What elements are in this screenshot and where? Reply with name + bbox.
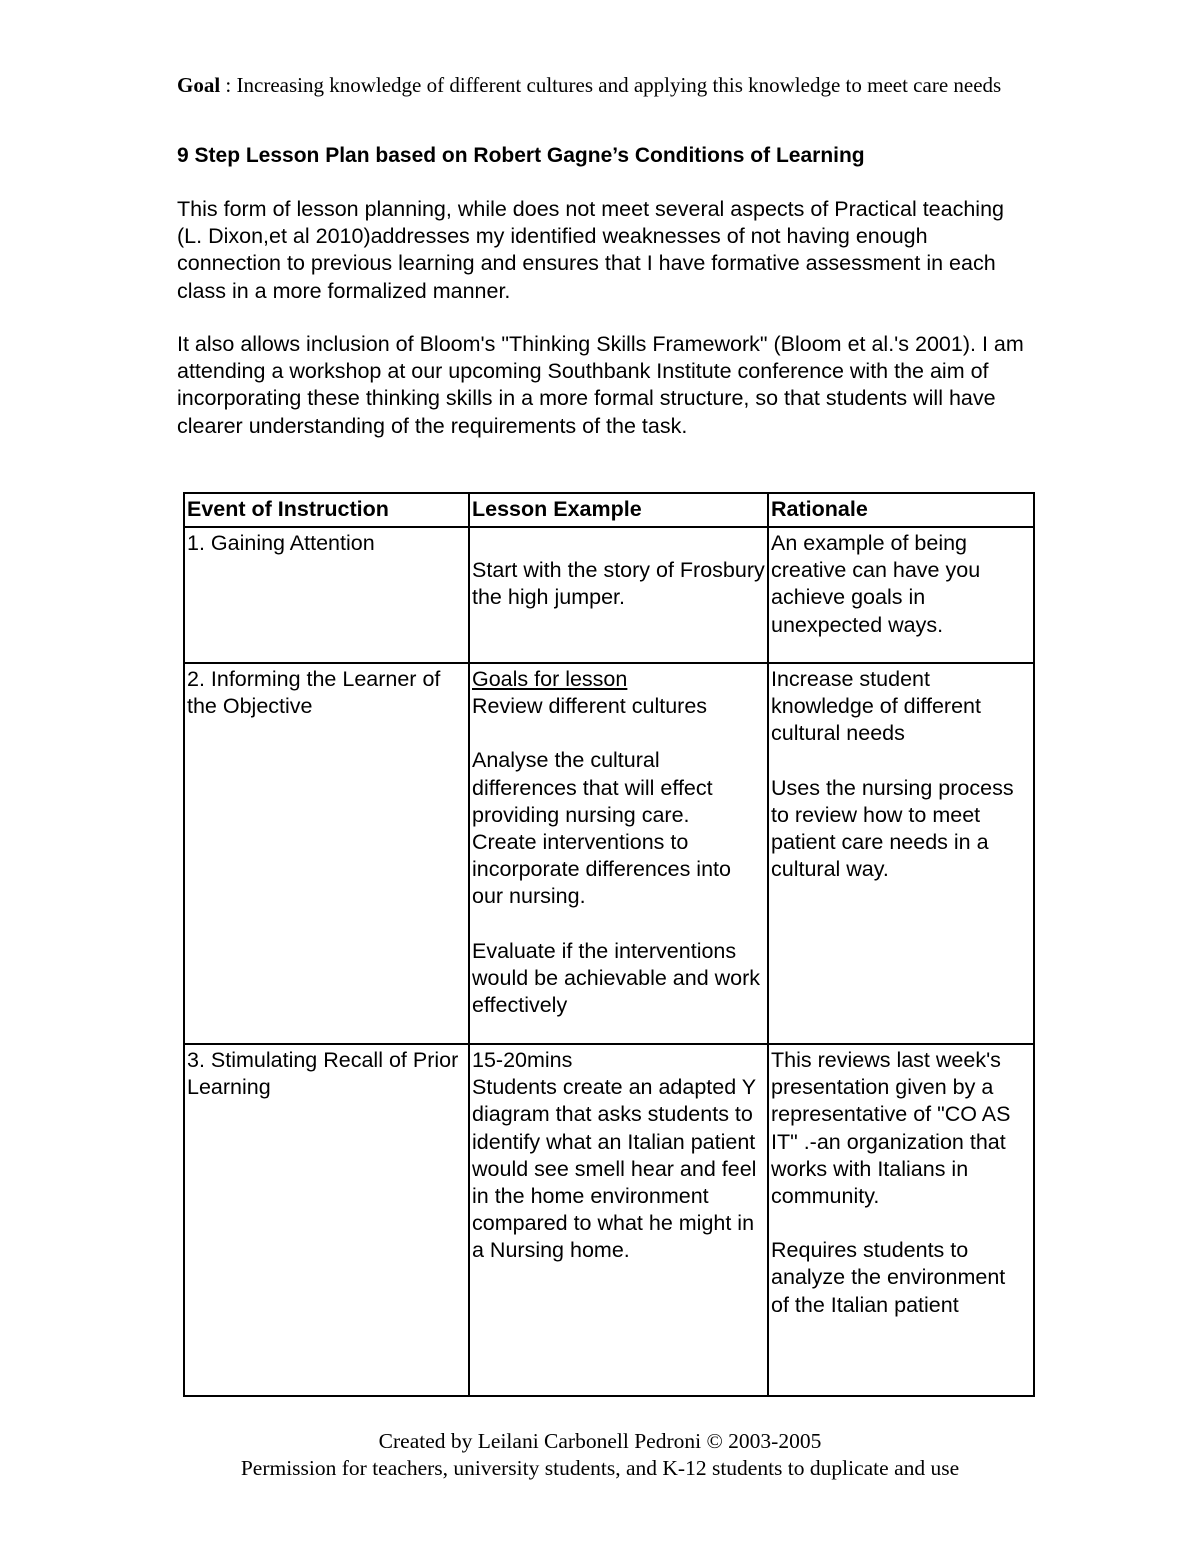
- rationale-text: Increase student knowledge of different cultural needs: [771, 667, 987, 746]
- event-text: 3. Stimulating Recall of Prior Learning: [187, 1048, 465, 1100]
- example-text: Evaluate if the interventions would be achievable and work effectively: [472, 938, 767, 1018]
- example-heading: Goals for lesson: [472, 667, 628, 691]
- example-text: Review different cultures: [472, 694, 708, 719]
- example-cell: [469, 527, 771, 663]
- footer-credit: Created by Leilani Carbonell Pedroni © 2003-2005: [378, 1429, 822, 1453]
- rationale-text: Uses the nursing process to review how to meet patient care needs in a cultural way.: [771, 775, 1020, 882]
- example-text: Start with the story of Frosbury the high jumper.: [472, 558, 771, 610]
- page-title: 9 Step Lesson Plan based on Robert Gagne’s Conditions of Learning: [177, 144, 865, 167]
- table-header-row: [184, 493, 1034, 527]
- intro-paragraph: This form of lesson planning, while does not meet several aspects of Practical teaching (L. Dixon,et al 2010)addresses my identified weaknesses of not having enough connection to previous learning and ensures that I have formative assessment in each class in a more formalized manner.: [177, 197, 1004, 303]
- event-text: 2. Informing the Learner of the Objective: [187, 667, 447, 719]
- table-row: [184, 663, 1034, 1044]
- rationale-text: Requires students to analyze the environment of the Italian patient: [771, 1238, 1018, 1317]
- spacer: [771, 1210, 1031, 1237]
- table-row: [184, 527, 1034, 663]
- footer-permission: Permission for teachers, university students, and K-12 students to duplicate and use: [240, 1456, 960, 1480]
- example-text: Analyse the cultural differences that will effect providing nursing care.: [472, 748, 719, 827]
- example-text: Create interventions to incorporate differences into our nursing.: [472, 830, 737, 909]
- header-lesson-example: Lesson Example: [469, 493, 768, 527]
- event-cell: [184, 663, 469, 1044]
- goal-text: Increasing knowledge of different cultures and applying this knowledge to meet care needs: [236, 73, 1002, 97]
- rationale-text: An example of being creative can have you achieve goals in unexpected ways.: [771, 531, 987, 637]
- spacer: [472, 720, 765, 747]
- rationale-text: This reviews last week's presentation given by a representative of "CO AS IT" .-an organization that works with Italians in community.: [771, 1048, 1017, 1209]
- spacer: [771, 748, 1031, 775]
- event-text: 1. Gaining Attention: [187, 531, 375, 555]
- event-cell: [184, 527, 469, 663]
- example-text: 15-20mins: [472, 1048, 573, 1072]
- lesson-plan-table: [183, 492, 1035, 1397]
- spacer: [472, 911, 765, 938]
- rationale-cell: [768, 1044, 1034, 1396]
- header-rationale: Rationale: [768, 493, 1034, 527]
- event-cell: [184, 1044, 469, 1396]
- spacer: [472, 530, 765, 557]
- rationale-cell: [768, 663, 1034, 1044]
- table-row: [184, 1044, 1034, 1396]
- goal-separator: :: [220, 73, 237, 97]
- goal-statement: [177, 72, 1027, 99]
- rationale-cell: [768, 527, 1034, 663]
- example-text: Students create an adapted Y diagram that asks students to identify what an Italian patient would see smell hear and feel in the home environment compared to what he might in a Nursing home.: [472, 1075, 763, 1263]
- example-cell: [469, 663, 768, 1044]
- header-event-of-instruction: Event of Instruction: [184, 493, 469, 527]
- blooms-paragraph: It also allows inclusion of Bloom's "Thinking Skills Framework" (Bloom et al.'s 2001). I am attending a workshop at our upcoming Southbank Institute conference with the aim of incorporating these thinking skills in a more formal structure, so that students will have clearer understanding of the requirements of the task.: [177, 332, 1024, 438]
- example-cell: [469, 1044, 768, 1396]
- goal-label: Goal: [177, 73, 221, 97]
- footer: [0, 1428, 1200, 1482]
